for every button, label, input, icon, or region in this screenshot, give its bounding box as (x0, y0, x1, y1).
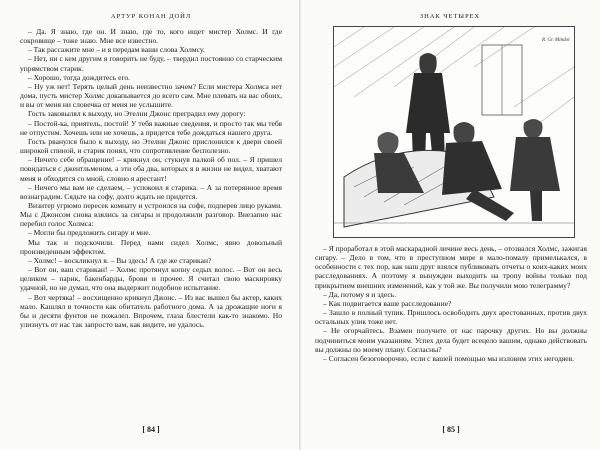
paragraph: – Как подвигается ваше расследование? (323, 298, 452, 308)
running-head-right: ЗНАК ЧЕТЫРЕХ (419, 13, 481, 20)
paragraph: – Вот чертяка! – восхищенно крикнул Джонс. – Из вас вышел бы актер, каких мало. Кашлял в точности как обитатель работного дома. А за дрожащие ноги я бы и десяти фунтов не пожалел. Впрочем, глаза блестели как-то знакомо. Но улизнуть от нас так запросто вам, как видите, не удалось. (20, 292, 282, 329)
illustration (333, 26, 575, 238)
paragraph: – Хорошо, тогда дождитесь его. (28, 72, 131, 82)
paragraph: – Нет, ни с кем другим я говорить не буду, – твердил постоянно со старческим упрямством старик. (20, 54, 282, 73)
paragraph: – Так рассажите мне – и я передам ваши слова Холмсу. (28, 45, 205, 55)
paragraph: Гость заковылял к выходу, но Этелни Джонс преградил ему дорогу: (28, 109, 246, 119)
paragraph: Визитер угрюмо пересек комнату и устроился на софе, подперев лицо руками. Мы с Джонсом снова взялись за сигары и продолжили разговор. Внезапно нас перебил голос Холмса: (20, 200, 282, 229)
left-page (0, 0, 299, 450)
paragraph: – Согласен безоговорочно, если с вашей помощью мы изловим этих негодяев. (323, 353, 575, 363)
paragraph: – Вот он, ваш старикан! – Холмс протянул копну седых волос. – Вот он весь целиком – парик, бакенбарды, брови и прочее. Я считал свою маскировку удачной, но не думал, что она выдержит подобное испытание. (20, 265, 282, 293)
right-page-text (315, 244, 587, 363)
page-number-right: [ 85 ] (442, 425, 460, 434)
right-page (301, 0, 600, 450)
illustration-signature: R. Gr. Mindor (542, 38, 571, 43)
illustration-drawing (334, 27, 574, 237)
paragraph: – Постой-ка, приятель, постой! У тебя важные сведения, и просто так мы тебя не отпустим. Хочешь или не хочешь, а придется тебе дождаться нашего друга. (20, 118, 282, 137)
paragraph: – Да, потому я и здесь. (323, 289, 397, 299)
paragraph: – Не огорчайтесь. Взамен получите от нас парочку других. Но вы должны подчиниться моим указаниям. Успех дела будет всецело вашим, однако действовать вы должны по моему плану. Согласны? (315, 326, 587, 354)
left-page-text (20, 27, 282, 329)
paragraph: – Зашло в полный тупик. Пришлось освободить двух арестованных, против двух остальных улик тоже нет. (315, 308, 587, 327)
paragraph: – Ничего мы вам не сделаем, – успокоил я старика. – А за потерянное время вознаградим. Сядьте на софу, долго ждать не придется. (20, 182, 282, 201)
paragraph: – Ничего себе обращение! – крикнул он, стукнув палкой об пол. – Я пришел повидаться с джентльменом, а эти оба два, которых я в жизни не видел, хватают меня и обходятся со мной, словно я арестант! (20, 155, 282, 183)
paragraph: Мы так и подскочили. Перед нами сидел Холмс, явно довольный произведенным эффектом. (20, 237, 282, 256)
paragraph: – Ну уж нет! Терять целый день неизвестно зачем? Если мистера Холмса нет дома, пусть мистер Холмс докапывается до всего сам. Мне плевать на вас обоих, и вы от меня ни словечка от меня не услышите. (20, 81, 282, 110)
page-number-left: [ 84 ] (142, 425, 160, 434)
paragraph: – Я проработал в этой маскарадной личине весь день, – отозвался Холмс, зажигая сигару. – Дело в том, что в преступном мире я мало-помалу примелькался, в особенности с тех пор, как наш друг взялся публиковать отчеты о коих-каких моих расследованиях. А поэтому я вынужден выходить на тропу войны только под прикрытием внешних изменений, как у той же. Вы получили мою телеграмму? (315, 244, 587, 290)
running-head-left: АРТУР КОНАН ДОЙЛ (110, 13, 192, 20)
paragraph: – Холмс! – воскликнул я. – Вы здесь! А где же старикан? (28, 255, 212, 265)
paragraph: – Да. Я знаю, где он. И знаю, где то, кого ищет мистер Холмс. И где сокровище – тоже знаю. Мне все известно. (20, 27, 282, 46)
paragraph: Гость рванулся было к выходу, но Этелни Джонс прислонился к двери своей широкой спиной, и старик понял, что сопротивление бесполезно. (20, 136, 282, 156)
paragraph: – Могли бы предложить сигару и мне. (28, 228, 151, 238)
